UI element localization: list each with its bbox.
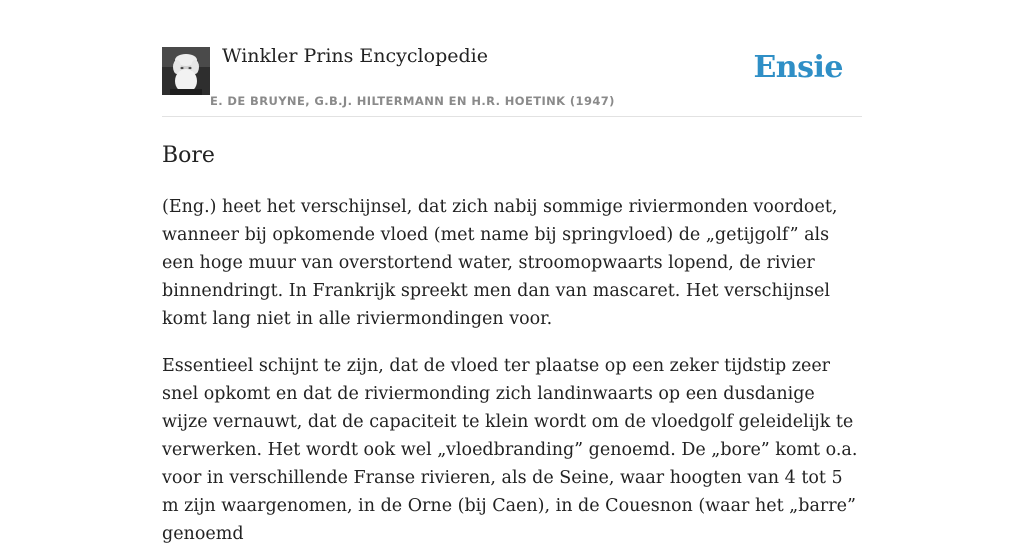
site-title-link[interactable]: Winkler Prins Encyclopedie [222, 45, 488, 67]
page [162, 0, 862, 548]
article-paragraph: (Eng.) heet het verschijnsel, dat zich nabij sommige riviermonden voordoet, wanneer bij opkomende vloed (met name bij springvloed) de „getijgolf” als een hoge muur van overstortend water, stroomopwaarts lopend, de rivier binnendringt. In Frankrijk spreekt men dan van mascaret. Het verschijnsel komt lang niet in alle riviermondingen voor. [162, 197, 838, 329]
header [162, 0, 862, 117]
article-paragraph: Essentieel schijnt te zijn, dat de vloed ter plaatse op een zeker tijdstip zeer snel opkomt en dat de riviermonding zich landinwaarts op een dusdanige wijze vernauwt, dat de capaciteit te klein wordt om de vloedgolf geleidelijk te verwerken. Het wordt ook wel „vloedbranding” genoemd. De „bore” komt o.a. voor in verschillende Franse rivieren, als de Seine, waar hoogten van 4 tot 5 m zijn waargenomen, in de Orne (bij Caen), in de Couesnon (waar het „barre” genoemd [162, 356, 858, 544]
ensie-logo-link[interactable]: Ensie [753, 50, 843, 85]
author-portrait-avatar[interactable] [162, 47, 210, 95]
article-title: Bore [162, 143, 215, 168]
portrait-image [162, 47, 210, 95]
authors-credit: E. DE BRUYNE, G.B.J. HILTERMANN EN H.R. HOETINK (1947) [210, 94, 615, 108]
